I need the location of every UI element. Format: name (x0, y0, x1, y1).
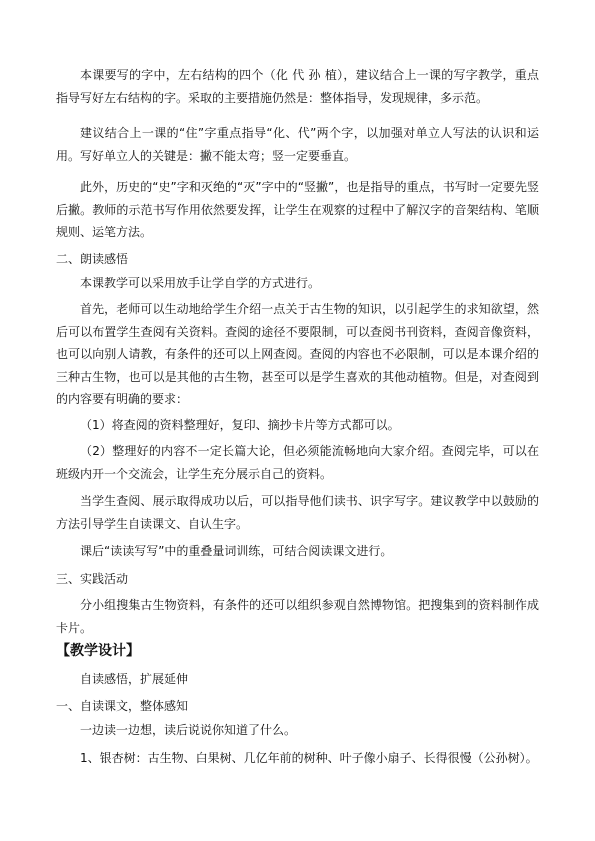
heading-practice-section: 三、实践活动 (56, 572, 129, 586)
heading-read-text: 一、自读课文，整体感知 (56, 699, 189, 713)
heading-reading-section: 二、朗读感悟 (56, 252, 129, 266)
paragraph-vertical-left-stroke: 此外，历史的“史”字和灭绝的“灭”字中的“竖撇”，也是指导的重点，书写时一定要先竖后撇。教师的示范书写作用依然要发挥，让学生在观察的过程中了解汉字的音架结构、笔顺规则、运笔方法。 (56, 180, 539, 239)
paragraph-practice-activity: 分小组搜集古生物资料，有条件的还可以组织参观自然博物馆。把搜集到的资料制作成卡片。 (56, 598, 539, 635)
paragraph-writing-guidance: 本课要写的字中，左右结构的四个（化 代 孙 植），建议结合上一课的写字教学，重点指导写好左右结构的字。采取的主要措施仍然是：整体指导，发现规律，多示范。 (56, 68, 539, 105)
paragraph-ginkgo: 1、银杏树：古生物、白果树、几亿年前的树种、叶子像小扇子、长得很慢（公孙树）。 (80, 751, 538, 765)
paragraph-requirement-2: （2）整理好的内容不一定长篇大论，但必须能流畅地向大家介绍。查阅完毕，可以在班级内开一个交流会，让学生充分展示自己的资料。 (56, 444, 539, 481)
paragraph-research-materials: 首先，老师可以生动地给学生介绍一点关于古生物的知识，以引起学生的求知欲望，然后可以布置学生查阅有关资料。查阅的途径不要限制，可以查阅书刊资料，查阅音像资料，也可以向别人请教，有条件的还可以上网查阅。查阅的内容也不必限制，可以是本课介绍的三种古生物，也可以是其他的古生物，甚至可以是学生喜欢的其他动植物。但是，对查阅到的内容要有明确的要求： (56, 302, 539, 406)
paragraph-read-and-think: 一边读一边想，读后说说你知道了什么。 (80, 723, 297, 737)
section-title-teaching-design: 【教学设计】 (56, 643, 140, 659)
paragraph-reading-guidance: 当学生查阅、展示取得成功以后，可以指导他们读书、识字写字。建议教学中以鼓励的方法引导学生自读课文、自认生字。 (56, 494, 539, 531)
paragraph-requirement-1: （1）将查阅的资料整理好，复印、摘抄卡片等方式都可以。 (80, 418, 400, 432)
paragraph-measure-words: 课后“读读写写”中的重叠量词训练，可结合阅读课文进行。 (80, 544, 393, 558)
paragraph-self-study: 本课教学可以采用放手让学自学的方式进行。 (80, 276, 321, 290)
paragraph-single-person-radical: 建议结合上一课的“住”字重点指导“化、代”两个字，以加强对单立人写法的认识和运用。写好单立人的关键是：撇不能太弯；竖一定要垂直。 (56, 126, 539, 163)
paragraph-self-reading: 自读感悟，扩展延伸 (80, 672, 189, 686)
